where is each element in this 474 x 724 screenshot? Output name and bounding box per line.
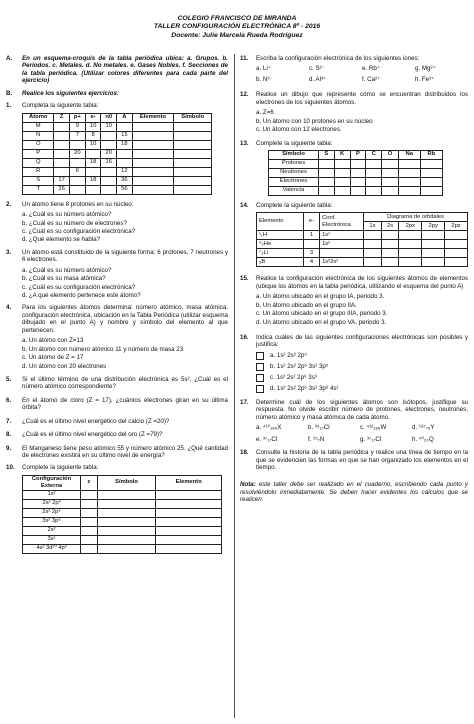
question-4: 4. Para los siguientes átomos determina: número atómico, masa atómica, configuración electrónica, ubicación en la Tabla Periódica (utilizar esquema dibujado en el punto A) y nombre y símbolo del elemento al que pertenecen. bbox=[6, 304, 228, 334]
table-row bbox=[23, 185, 212, 194]
table-row bbox=[23, 167, 212, 176]
table-cell: 10 bbox=[85, 140, 100, 149]
table-cell[interactable] bbox=[156, 517, 222, 526]
table-row bbox=[23, 544, 222, 553]
list-item: a. ¿Cuál es su número atómico? bbox=[22, 266, 112, 274]
table-cell[interactable] bbox=[334, 177, 350, 186]
config-table-body bbox=[23, 490, 222, 553]
table-cell[interactable] bbox=[156, 508, 222, 517]
table-cell bbox=[54, 140, 69, 149]
table-cell[interactable] bbox=[81, 517, 98, 526]
list-item: a. 1s² 2s² 2p⁵ bbox=[256, 352, 468, 360]
table-cell bbox=[54, 122, 69, 131]
table-cell: 36 bbox=[117, 176, 132, 185]
table-cell bbox=[69, 158, 85, 167]
table-row bbox=[23, 499, 222, 508]
table-cell bbox=[117, 149, 132, 158]
table-row bbox=[23, 131, 212, 140]
table-cell: N bbox=[23, 131, 54, 140]
list-item: a. Un átomo con Z=13 bbox=[22, 337, 84, 345]
isotope-row bbox=[256, 436, 468, 443]
table-cell[interactable] bbox=[334, 168, 350, 177]
ions-grid bbox=[256, 65, 468, 83]
table-cell[interactable] bbox=[81, 526, 98, 535]
table-cell[interactable] bbox=[382, 159, 399, 168]
checkbox[interactable] bbox=[256, 385, 264, 393]
table-cell[interactable] bbox=[445, 240, 468, 249]
table-cell[interactable] bbox=[364, 249, 382, 258]
list-item: d. Un átomo ubicado en el grupo VA, periodo 3. bbox=[256, 318, 387, 326]
list-item: c. Un átomo con 12 electrones. bbox=[256, 126, 342, 134]
list-item: c. Un átomo ubicado en el grupo IIIA, periodo 3. bbox=[256, 310, 388, 318]
orbital-table bbox=[256, 212, 468, 267]
table-row bbox=[269, 177, 443, 186]
list-item: b. ¿Cuál es su masa atómica? bbox=[22, 275, 106, 283]
table-cell bbox=[174, 176, 212, 185]
table-cell bbox=[132, 167, 174, 176]
question-3: 3. Un átomo está constituido de la siguiente forma: 6 protones, 7 neutrones y 6 electrones. bbox=[6, 248, 228, 264]
table-cell[interactable] bbox=[319, 168, 335, 177]
atom-table-header: Átomo Z p+ e- n0 A Elemento Símbolo bbox=[23, 113, 212, 122]
table-cell[interactable] bbox=[81, 544, 98, 553]
table-cell: M bbox=[23, 122, 54, 131]
school-name: COLEGIO FRANCISCO DE MIRANDA bbox=[177, 15, 297, 22]
element-table bbox=[268, 150, 443, 196]
table-cell[interactable] bbox=[81, 499, 98, 508]
table-cell[interactable] bbox=[399, 240, 422, 249]
question-6: 6. En el átomo de cloro (Z = 17), ¿cuántos electrones giran en su última órbita? bbox=[6, 396, 228, 412]
question-16-items bbox=[240, 352, 468, 393]
table-cell bbox=[174, 122, 212, 131]
table-cell bbox=[54, 149, 69, 158]
list-item: c. Un átomo de Z = 17 bbox=[22, 354, 84, 362]
table-cell: 15 bbox=[117, 131, 132, 140]
list-item: f. ¹⁵₇N bbox=[308, 435, 325, 443]
table-cell: 10 bbox=[101, 122, 117, 131]
question-11: 11. Escriba la configuración electrónica de los siguientes iones: bbox=[240, 55, 420, 62]
table-cell bbox=[174, 149, 212, 158]
list-item: f. Ca²⁺ bbox=[362, 75, 381, 83]
doc-title: TALLER CONFIGURACIÓN ELECTRÓNICA 8º - 2016 bbox=[153, 23, 321, 31]
list-item: d. ¿A qué elemento pertenece este átomo? bbox=[22, 292, 141, 299]
table-cell: P bbox=[23, 149, 54, 158]
table-cell[interactable] bbox=[350, 168, 366, 177]
table-cell bbox=[132, 131, 174, 140]
table-cell[interactable] bbox=[350, 177, 366, 186]
table-cell: 9 bbox=[69, 122, 85, 131]
list-item: h. ⁴⁰₂₀Q bbox=[412, 435, 434, 443]
table-cell[interactable] bbox=[381, 258, 399, 267]
list-item: a. Un átomo ubicado en el grupo IA, periodo 3. bbox=[256, 293, 385, 301]
table-cell[interactable] bbox=[156, 526, 222, 535]
table-cell: Protones bbox=[269, 159, 319, 168]
table-cell: Electrones bbox=[269, 177, 319, 186]
table-cell: 20 bbox=[69, 149, 85, 158]
table-cell[interactable] bbox=[97, 535, 156, 544]
table-cell[interactable] bbox=[97, 517, 156, 526]
header bbox=[0, 15, 474, 40]
table-cell[interactable] bbox=[97, 544, 156, 553]
table-cell bbox=[117, 158, 132, 167]
table-cell bbox=[132, 176, 174, 185]
table-cell[interactable] bbox=[445, 258, 468, 267]
table-row bbox=[269, 168, 443, 177]
orbital-table-header: Elemento e- Conf. Electrónica Diagrama de orbitales bbox=[257, 213, 468, 222]
list-item: a. Li⁺ bbox=[256, 65, 271, 73]
table-cell bbox=[303, 240, 319, 249]
table-cell[interactable] bbox=[422, 249, 445, 258]
table-cell bbox=[101, 185, 117, 194]
list-item: h. Fe²⁺ bbox=[415, 75, 435, 83]
table-cell[interactable] bbox=[422, 240, 445, 249]
table-cell[interactable] bbox=[422, 231, 445, 240]
table-cell[interactable] bbox=[398, 186, 420, 195]
table-cell[interactable] bbox=[334, 186, 350, 195]
table-cell: 1s¹ bbox=[320, 231, 364, 240]
table-cell[interactable] bbox=[364, 258, 382, 267]
question-12: 12. Realice un dibujo que represente cómo se encuentran distribuidos los electrones de los siguientes átomos. bbox=[240, 91, 468, 106]
table-row bbox=[269, 159, 443, 168]
table-cell[interactable] bbox=[420, 177, 442, 186]
table-cell bbox=[117, 122, 132, 131]
table-cell[interactable] bbox=[399, 231, 422, 240]
table-row bbox=[23, 140, 212, 149]
table-cell: Valencia bbox=[269, 186, 319, 195]
table-cell: S bbox=[23, 176, 54, 185]
table-cell: T bbox=[23, 185, 54, 194]
table-cell[interactable] bbox=[156, 490, 222, 499]
table-row bbox=[257, 249, 468, 258]
list-item: c. S²⁻ bbox=[309, 65, 325, 73]
table-cell: 26 bbox=[54, 185, 69, 194]
question-13: 13. Complete la siguiente tabla: bbox=[240, 139, 333, 147]
question-3-items bbox=[6, 267, 228, 300]
table-cell[interactable] bbox=[350, 159, 366, 168]
table-cell[interactable] bbox=[366, 177, 382, 186]
checkbox[interactable] bbox=[256, 363, 264, 371]
table-cell bbox=[85, 185, 100, 194]
table-row bbox=[23, 149, 212, 158]
table-row bbox=[23, 508, 222, 517]
atom-table bbox=[22, 113, 212, 195]
question-A-text: En un esquema-croquis de la tabla periódica ubica: a. Grupos. b. Periodos. c. Metales. d. No metales. e. Gases Nobles. f. Secciones de la tabla periódica. (Utilizar colores diferentes para cada parte del ejercicio) bbox=[22, 55, 228, 85]
atom-table-body bbox=[23, 122, 212, 194]
table-cell[interactable] bbox=[445, 249, 468, 258]
question-2-items bbox=[6, 211, 228, 244]
question-2: 2. Un átomo tiene 8 protones en su núcleo: bbox=[6, 200, 134, 208]
list-item: c. ¿Cuál es su configuración electrónica? bbox=[22, 283, 136, 291]
table-cell bbox=[174, 158, 212, 167]
list-item: c. ⁴¹²₁₈₆W bbox=[360, 424, 387, 432]
orbital-table-subheader: 1s 2s 2px 2py 2pz bbox=[257, 222, 468, 231]
table-cell: Neutrones bbox=[269, 168, 319, 177]
table-cell bbox=[174, 131, 212, 140]
column-divider bbox=[234, 54, 235, 718]
table-cell[interactable] bbox=[420, 168, 442, 177]
table-cell[interactable] bbox=[97, 499, 156, 508]
table-cell: Q bbox=[23, 158, 54, 167]
question-9: 9. El Manganeso tiene peso atómico 55 y número atómico 25. ¿Qué cantidad de electrones existirá en su último nivel de energía? bbox=[6, 444, 228, 459]
teacher-name: Docente: Julie Marcela Rueda Rodríguez bbox=[171, 31, 303, 39]
table-cell[interactable] bbox=[97, 508, 156, 517]
table-row bbox=[23, 535, 222, 544]
table-cell[interactable] bbox=[382, 177, 399, 186]
table-cell[interactable] bbox=[381, 240, 399, 249]
table-cell: 18 bbox=[85, 176, 100, 185]
table-cell bbox=[132, 185, 174, 194]
list-item: b. ³⁵₁₇Cl bbox=[308, 424, 330, 432]
table-cell[interactable] bbox=[156, 544, 222, 553]
checkbox[interactable] bbox=[256, 374, 264, 382]
table-cell[interactable] bbox=[319, 159, 335, 168]
table-row bbox=[23, 526, 222, 535]
list-item: d. 1s² 2s² 2p⁶ 3s² 3p⁶ 4s¹ bbox=[256, 385, 468, 393]
table-row bbox=[23, 517, 222, 526]
question-B-text: Realice los siguientes ejercicios: bbox=[22, 89, 119, 97]
table-row bbox=[23, 176, 212, 185]
list-item: a. ¿Cuál es su número atómico? bbox=[22, 211, 112, 219]
table-cell: ₅B bbox=[257, 258, 304, 267]
table-cell bbox=[132, 149, 174, 158]
table-cell[interactable] bbox=[445, 231, 468, 240]
table-cell: 2s² bbox=[23, 526, 81, 535]
table-cell bbox=[54, 131, 69, 140]
table-cell[interactable] bbox=[398, 159, 420, 168]
table-cell: 12 bbox=[117, 167, 132, 176]
table-cell[interactable] bbox=[156, 535, 222, 544]
list-item: d. ¹⁸⁷₇₆Y bbox=[412, 424, 435, 432]
table-cell[interactable] bbox=[364, 240, 382, 249]
list-item: e. Rb⁺ bbox=[362, 65, 381, 73]
question-14: 14. Complete la siguiente tabla: bbox=[240, 201, 333, 209]
table-cell[interactable] bbox=[334, 159, 350, 168]
table-cell: 8 bbox=[85, 131, 100, 140]
table-cell bbox=[69, 140, 85, 149]
orbital-table-body bbox=[257, 231, 468, 267]
list-item: d. Un átomo con 20 electrones bbox=[22, 362, 107, 370]
question-16: 16. Indica cuáles de las siguientes configuraciones electrónicas son posibles y justifica: bbox=[240, 334, 468, 349]
table-cell: 3s¹ bbox=[23, 535, 81, 544]
table-row bbox=[257, 258, 468, 267]
table-cell: ¹₁H bbox=[257, 231, 304, 240]
table-cell bbox=[101, 176, 117, 185]
question-18: 18. Consulte la historia de la tabla periódica y realice una línea de tiempo en la que se evidencien las formas en que se han organizado los elementos en el tiempo. bbox=[240, 449, 468, 471]
table-cell[interactable] bbox=[399, 258, 422, 267]
list-item: g. ³⁷₁₇Cl bbox=[360, 435, 382, 443]
table-cell[interactable] bbox=[422, 258, 445, 267]
table-cell[interactable] bbox=[398, 177, 420, 186]
config-table bbox=[22, 475, 222, 554]
table-cell[interactable] bbox=[420, 159, 442, 168]
question-4-items bbox=[6, 337, 228, 370]
table-cell[interactable] bbox=[381, 249, 399, 258]
question-15-items bbox=[240, 293, 468, 326]
table-cell[interactable] bbox=[366, 186, 382, 195]
table-cell[interactable] bbox=[97, 490, 156, 499]
list-item: c. ¿Cuál es su configuración electrónica? bbox=[22, 227, 136, 235]
right-column bbox=[240, 55, 468, 504]
table-cell[interactable] bbox=[81, 508, 98, 517]
table-cell: 3s² 3p⁶ bbox=[23, 517, 81, 526]
table-cell[interactable] bbox=[156, 499, 222, 508]
table-cell bbox=[85, 149, 100, 158]
table-cell: 20 bbox=[101, 149, 117, 158]
question-7: 7. ¿Cuál es el último nivel energético del calcio (Z =20)? bbox=[6, 417, 170, 425]
list-item: e. ³⁷₁₇Cl bbox=[256, 435, 278, 443]
table-cell bbox=[69, 185, 85, 194]
table-row bbox=[257, 240, 468, 249]
table-cell: 6 bbox=[69, 167, 85, 176]
table-cell: 1 bbox=[303, 231, 319, 240]
table-cell: 1s² bbox=[23, 490, 81, 499]
question-5: 5. Si el último término de una distribución electrónica es 5s², ¿Cuál es el número atómico correspondiente? bbox=[6, 375, 228, 391]
list-item: d. ¿Qué elemento se habla? bbox=[22, 236, 101, 244]
table-cell: 4 bbox=[303, 258, 319, 267]
checkbox[interactable] bbox=[256, 352, 264, 360]
table-cell: ⁷₃Li bbox=[257, 249, 304, 258]
question-B: B. Realice los siguientes ejercicios: bbox=[6, 90, 228, 97]
table-cell bbox=[69, 176, 85, 185]
table-row bbox=[269, 186, 443, 195]
table-cell: 2s² 2p³ bbox=[23, 499, 81, 508]
list-item: b. Un átomo con número atómico 11 y número de masa 23 bbox=[22, 345, 184, 353]
list-item: b. Un átomo ubicado en el grupo IIA. bbox=[256, 301, 357, 309]
table-cell bbox=[101, 140, 117, 149]
table-row bbox=[23, 490, 222, 499]
table-cell[interactable] bbox=[350, 186, 366, 195]
table-cell: 17 bbox=[54, 176, 69, 185]
list-item: c. 1s² 2s² 2p⁶ 3s³ bbox=[256, 374, 468, 382]
table-cell: 18 bbox=[117, 140, 132, 149]
left-column bbox=[6, 55, 228, 554]
element-table-header: Símbolo S K P C O Na Rb bbox=[269, 150, 443, 159]
table-cell: 4s² 3d¹⁰ 4p³ bbox=[23, 544, 81, 553]
table-cell[interactable] bbox=[399, 249, 422, 258]
table-cell bbox=[54, 167, 69, 176]
table-cell: R bbox=[23, 167, 54, 176]
table-cell: 3 bbox=[303, 249, 319, 258]
list-item: a. ⁴¹⁰₁₈₆X bbox=[256, 424, 282, 432]
table-cell: 1s²2s² bbox=[320, 258, 364, 267]
table-cell bbox=[132, 158, 174, 167]
table-cell bbox=[54, 158, 69, 167]
list-item: a. Z=6 bbox=[256, 109, 274, 117]
question-10: 10. Complete la siguiente tabla: bbox=[6, 464, 99, 472]
isotope-row bbox=[256, 424, 468, 431]
list-item: b. Un átomo con 10 protones en su núcleo bbox=[256, 117, 373, 125]
config-table-header: Configuración Externa z Símbolo Elemento bbox=[23, 475, 222, 490]
table-cell bbox=[85, 167, 100, 176]
question-8: 8. ¿Cuál es el último nivel energético del oro (Z =79)? bbox=[6, 431, 163, 439]
table-cell[interactable] bbox=[319, 186, 335, 195]
question-15: 15. Realice la configuración electrónica de los siguientes átomos de elementos (ubique los átomos en la tabla periódica, utilizando el esquema del punto A) bbox=[240, 275, 468, 290]
table-cell: ⁴₂He bbox=[257, 240, 304, 249]
table-cell bbox=[174, 167, 212, 176]
table-row bbox=[23, 122, 212, 131]
table-cell bbox=[174, 185, 212, 194]
table-cell: 56 bbox=[117, 185, 132, 194]
table-cell[interactable] bbox=[366, 159, 382, 168]
list-item: d. Al³⁺ bbox=[309, 75, 327, 83]
table-cell: 16 bbox=[101, 158, 117, 167]
table-cell[interactable] bbox=[420, 186, 442, 195]
table-cell[interactable] bbox=[81, 535, 98, 544]
list-item: g. Mg²⁺ bbox=[415, 65, 436, 73]
table-cell[interactable] bbox=[364, 231, 382, 240]
table-cell bbox=[174, 140, 212, 149]
table-cell[interactable] bbox=[382, 168, 399, 177]
question-1: 1. Completa la siguiente tabla: bbox=[6, 102, 99, 110]
table-cell[interactable] bbox=[366, 168, 382, 177]
table-cell bbox=[132, 140, 174, 149]
table-cell: O bbox=[23, 140, 54, 149]
table-cell bbox=[101, 131, 117, 140]
element-table-body bbox=[269, 159, 443, 195]
table-cell: 1s² bbox=[320, 240, 364, 249]
table-cell[interactable] bbox=[319, 177, 335, 186]
table-cell: 10 bbox=[85, 122, 100, 131]
note: Nota: este taller debe ser realizado en el cuaderno, escribiendo cada punto y resolviéndolo inmediatamente. Se deben hacer evidentes los cálculos que se realicen. bbox=[240, 481, 468, 504]
table-cell[interactable] bbox=[81, 490, 98, 499]
table-row bbox=[257, 231, 468, 240]
table-cell bbox=[132, 122, 174, 131]
table-cell: 18 bbox=[85, 158, 100, 167]
table-cell: 2s² 2p⁶ bbox=[23, 508, 81, 517]
table-cell[interactable] bbox=[381, 231, 399, 240]
question-A: A. En un esquema-croquis de la tabla periódica ubica: a. Grupos. b. Periodos. c. Metales. d. No metales. e. Gases Nobles. f. Secciones de la tabla periódica. (Utilizar colores diferentes para cada parte del ejercicio) bbox=[6, 55, 228, 85]
table-cell[interactable] bbox=[382, 186, 399, 195]
table-cell[interactable] bbox=[398, 168, 420, 177]
question-12-items bbox=[240, 109, 468, 133]
table-cell bbox=[320, 249, 364, 258]
table-cell bbox=[101, 167, 117, 176]
table-row bbox=[23, 158, 212, 167]
table-cell: 7 bbox=[69, 131, 85, 140]
list-item: b. ¿Cuál es su número de electrones? bbox=[22, 219, 127, 227]
table-cell[interactable] bbox=[97, 526, 156, 535]
list-item: b. N³⁻ bbox=[256, 75, 273, 83]
question-17: 17. Determine cuál de los siguientes átomos son isótopos, justifique su respuesta. No olvide escribir número de protones, electrones, neutrones, número atómico y masa atómica de cada átomo. bbox=[240, 398, 468, 421]
list-item: b. 1s² 2s² 2p⁶ 3s² 3p⁵ bbox=[256, 363, 468, 371]
